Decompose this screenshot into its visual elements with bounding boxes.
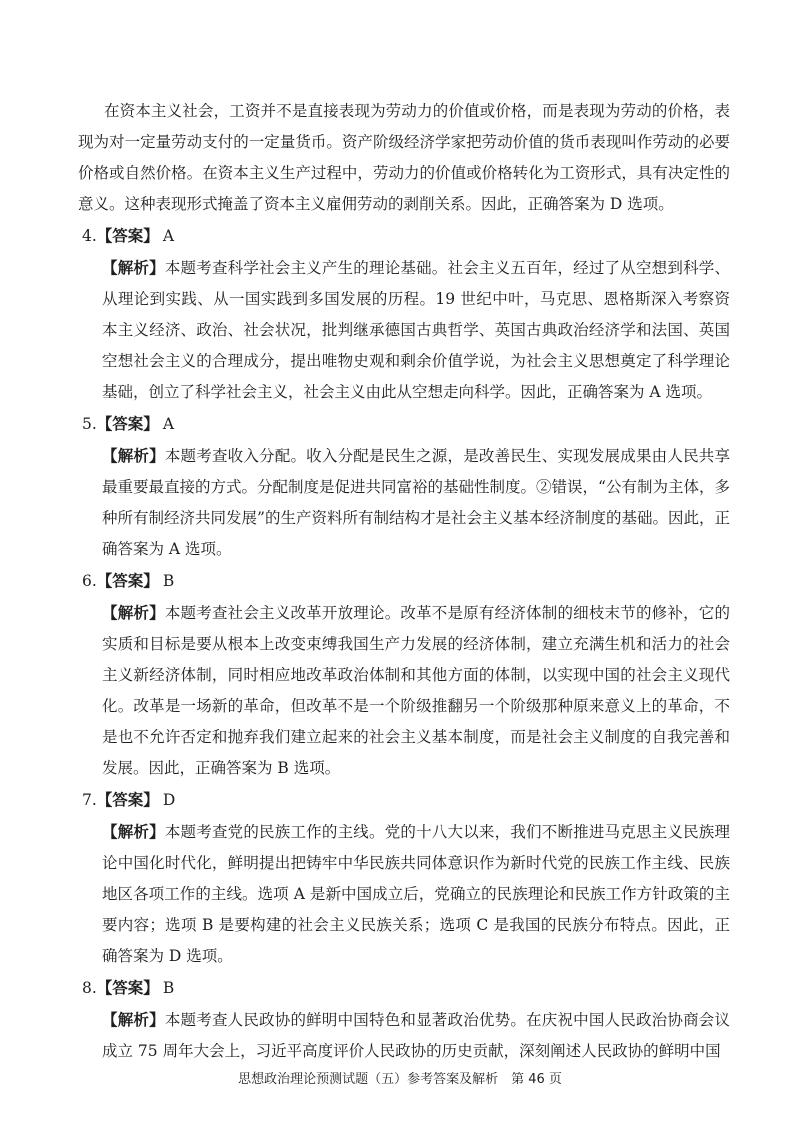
answer-tag: 【答案】 bbox=[96, 790, 159, 809]
answer-line bbox=[78, 784, 730, 816]
analysis-paragraph bbox=[78, 440, 730, 565]
analysis-tag: 【解析】 bbox=[102, 1010, 165, 1029]
analysis-tag: 【解析】 bbox=[102, 258, 165, 277]
answer-value: A bbox=[162, 415, 175, 433]
analysis-paragraph bbox=[78, 816, 730, 972]
answer-line bbox=[78, 972, 730, 1004]
answer-tag: 【答案】 bbox=[96, 414, 159, 433]
intro-paragraph: 在资本主义社会，工资并不是直接表现为劳动力的价值或价格，而是表现为劳动的价格，表现为对一定量劳动支付的一定量货币。资产阶级经济学家把劳动价值的货币表现叫作劳动的必要价格或自然价格。在资本主义生产过程中，劳动力的价值或价格转化为工资形式，具有决定性的意义。这种表现形式掩盖了资本主义雇佣劳动的剥削关系。因此，正确答案为 D 选项。 bbox=[78, 102, 730, 213]
analysis-paragraph bbox=[78, 597, 730, 784]
analysis-text: 本题考查收入分配。收入分配是民生之源，是改善民生、实现发展成果由人民共享最重要最直接的方式。分配制度是促进共同富裕的基础性制度。②错误，“公有制为主体，多种所有制经济共同发展”的生产资料所有制结构才是社会主义基本经济制度的基础。因此，正确答案为 A 选项。 bbox=[102, 447, 730, 558]
page-footer: 思想政治理论预测试题（五）参考答案及解析 第 46 页 bbox=[238, 1072, 562, 1087]
answer-item-8 bbox=[78, 972, 730, 1067]
answer-value: B bbox=[162, 979, 175, 997]
analysis-tag: 【解析】 bbox=[102, 822, 165, 841]
answer-tag: 【答案】 bbox=[96, 226, 159, 245]
analysis-paragraph bbox=[78, 252, 730, 408]
answer-value: D bbox=[162, 791, 176, 809]
answer-item-4 bbox=[78, 220, 730, 408]
analysis-text: 本题考查党的民族工作的主线。党的十八大以来，我们不断推进马克思主义民族理论中国化时代化，鲜明提出把铸牢中华民族共同体意识作为新时代党的民族工作主线、民族地区各项工作的主线。选项 A 是新中国成立后，党确立的民族理论和民族工作方针政策的主要内容；选项 B 是要构建的社会主义民族关系；选项 C 是我国的民族分布特点。因此，正确答案为 D 选项。 bbox=[102, 823, 730, 965]
answer-item-5 bbox=[78, 408, 730, 565]
answer-value: B bbox=[162, 572, 175, 590]
question-number: 8. bbox=[82, 979, 97, 997]
analysis-paragraph bbox=[78, 1004, 730, 1067]
question-number: 7. bbox=[82, 791, 97, 809]
answer-tag: 【答案】 bbox=[96, 571, 159, 590]
analysis-text: 本题考查人民政协的鲜明中国特色和显著政治优势。在庆祝中国人民政治协商会议成立 75 周年大会上，习近平高度评价人民政协的历史贡献，深刻阐述人民政协的鲜明中国 bbox=[102, 1011, 730, 1060]
answer-item-6 bbox=[78, 565, 730, 784]
analysis-tag: 【解析】 bbox=[102, 446, 165, 465]
analysis-text: 本题考查社会主义改革开放理论。改革不是原有经济体制的细枝末节的修补，它的实质和目标是要从根本上改变束缚我国生产力发展的经济体制，建立充满生机和活力的社会主义新经济体制，同时相应地改革政治体制和其他方面的体制，以实现中国的社会主义现代化。改革是一场新的革命，但改革不是一个阶级推翻另一个阶级那种原来意义上的革命，不是也不允许否定和抛弃我们建立起来的社会主义基本制度，而是社会主义制度的自我完善和发展。因此，正确答案为 B 选项。 bbox=[102, 604, 730, 777]
question-number: 6. bbox=[82, 572, 97, 590]
answer-value: A bbox=[162, 227, 175, 245]
page-content bbox=[78, 96, 730, 1067]
analysis-tag: 【解析】 bbox=[102, 603, 165, 622]
question-number: 5. bbox=[82, 415, 97, 433]
answer-line bbox=[78, 565, 730, 597]
answer-tag: 【答案】 bbox=[96, 978, 159, 997]
question-number: 4. bbox=[82, 227, 97, 245]
answer-item-7 bbox=[78, 784, 730, 972]
answer-line bbox=[78, 220, 730, 252]
analysis-text: 本题考查科学社会主义产生的理论基础。社会主义五百年，经过了从空想到科学、从理论到实践、从一国实践到多国发展的历程。19 世纪中叶，马克思、恩格斯深入考察资本主义经济、政治、社会状况，批判继承德国古典哲学、英国古典政治经济学和法国、英国空想社会主义的合理成分，提出唯物史观和剩余价值学说，为社会主义思想奠定了科学理论基础，创立了科学社会主义，社会主义由此从空想走向科学。因此，正确答案为 A 选项。 bbox=[102, 259, 730, 401]
answer-line bbox=[78, 408, 730, 440]
